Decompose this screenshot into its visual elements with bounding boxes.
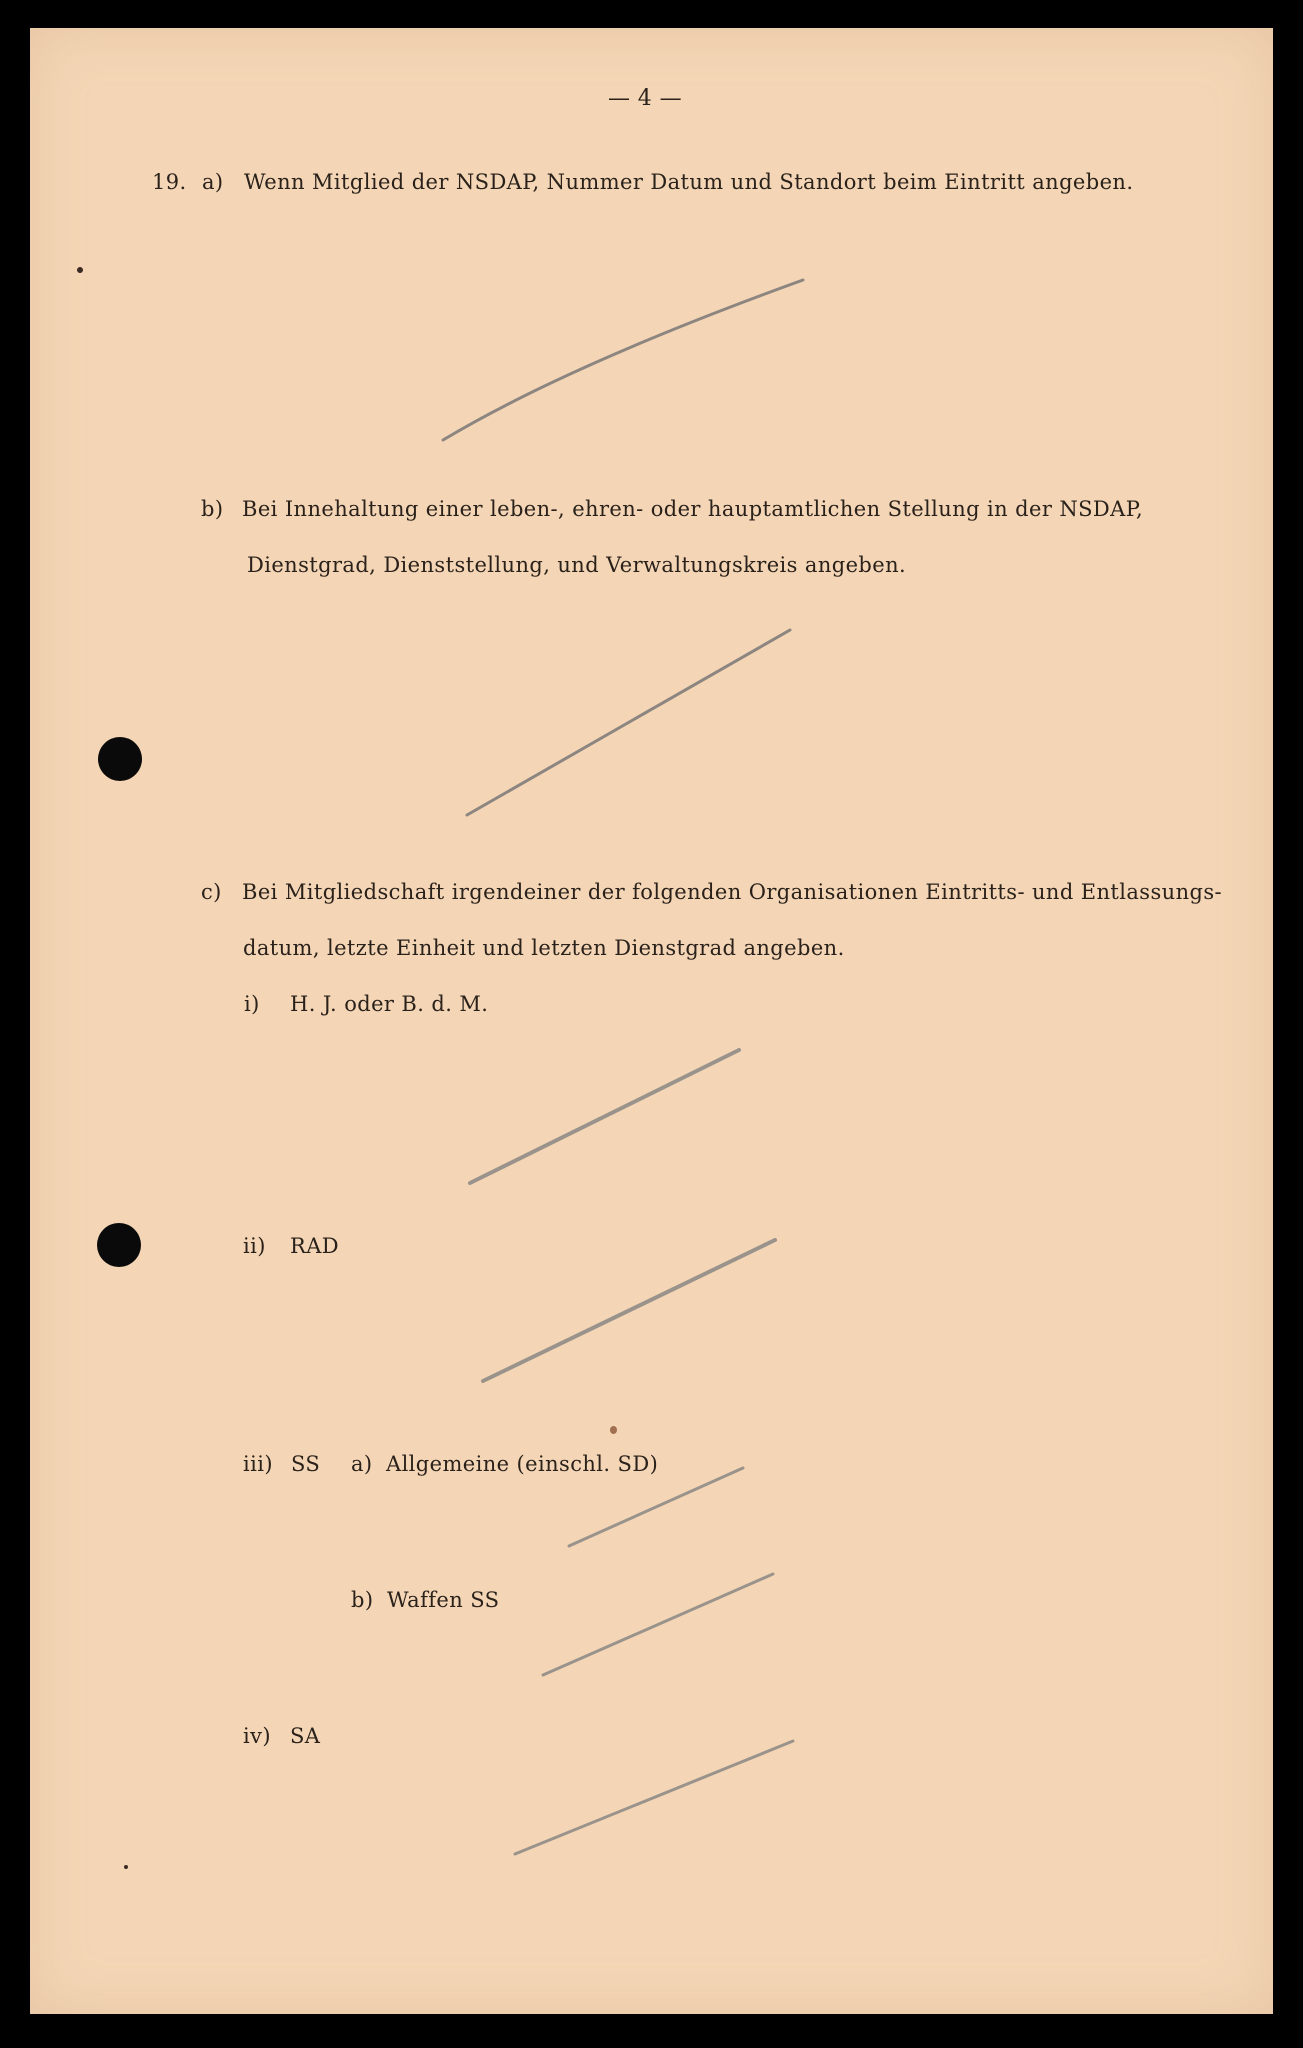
item-iii-text: SS: [291, 1452, 321, 1476]
question-number: 19.: [152, 170, 187, 194]
paper-speck: [77, 267, 83, 273]
question-c-line2: datum, letzte Einheit und letzten Dienstgrad angeben.: [243, 936, 845, 960]
item-iii-a-label: a): [351, 1452, 373, 1476]
item-ii-label: ii): [243, 1234, 266, 1258]
item-iii-a-text: Allgemeine (einschl. SD): [386, 1452, 659, 1476]
item-ii-text: RAD: [290, 1234, 340, 1258]
punch-hole: [98, 737, 142, 781]
item-iii-label: iii): [243, 1452, 273, 1476]
paper-speck: [124, 1865, 128, 1869]
question-b-label: b): [201, 497, 224, 521]
item-iv-label: iv): [243, 1724, 271, 1748]
punch-hole: [97, 1223, 141, 1267]
question-c-label: c): [201, 880, 222, 904]
item-iv-text: SA: [290, 1724, 321, 1748]
item-iii-b-text: Waffen SS: [387, 1588, 500, 1612]
item-i-text: H. J. oder B. d. M.: [290, 992, 489, 1016]
document-page: [30, 28, 1273, 2014]
item-iii-b-label: b): [351, 1588, 374, 1612]
question-b-line1: Bei Innehaltung einer leben-, ehren- oder hauptamtlichen Stellung in der NSDAP,: [242, 497, 1144, 521]
question-a-text: Wenn Mitglied der NSDAP, Nummer Datum und Standort beim Eintritt angeben.: [244, 170, 1134, 194]
question-a-label: a): [202, 170, 224, 194]
page-number: — 4 —: [608, 86, 682, 111]
paper-speck: [610, 1426, 617, 1434]
question-c-line1: Bei Mitgliedschaft irgendeiner der folgenden Organisationen Eintritts- und Entlassungs-: [242, 880, 1223, 904]
question-b-line2: Dienstgrad, Dienststellung, und Verwaltungskreis angeben.: [247, 553, 907, 577]
item-i-label: i): [244, 992, 260, 1016]
